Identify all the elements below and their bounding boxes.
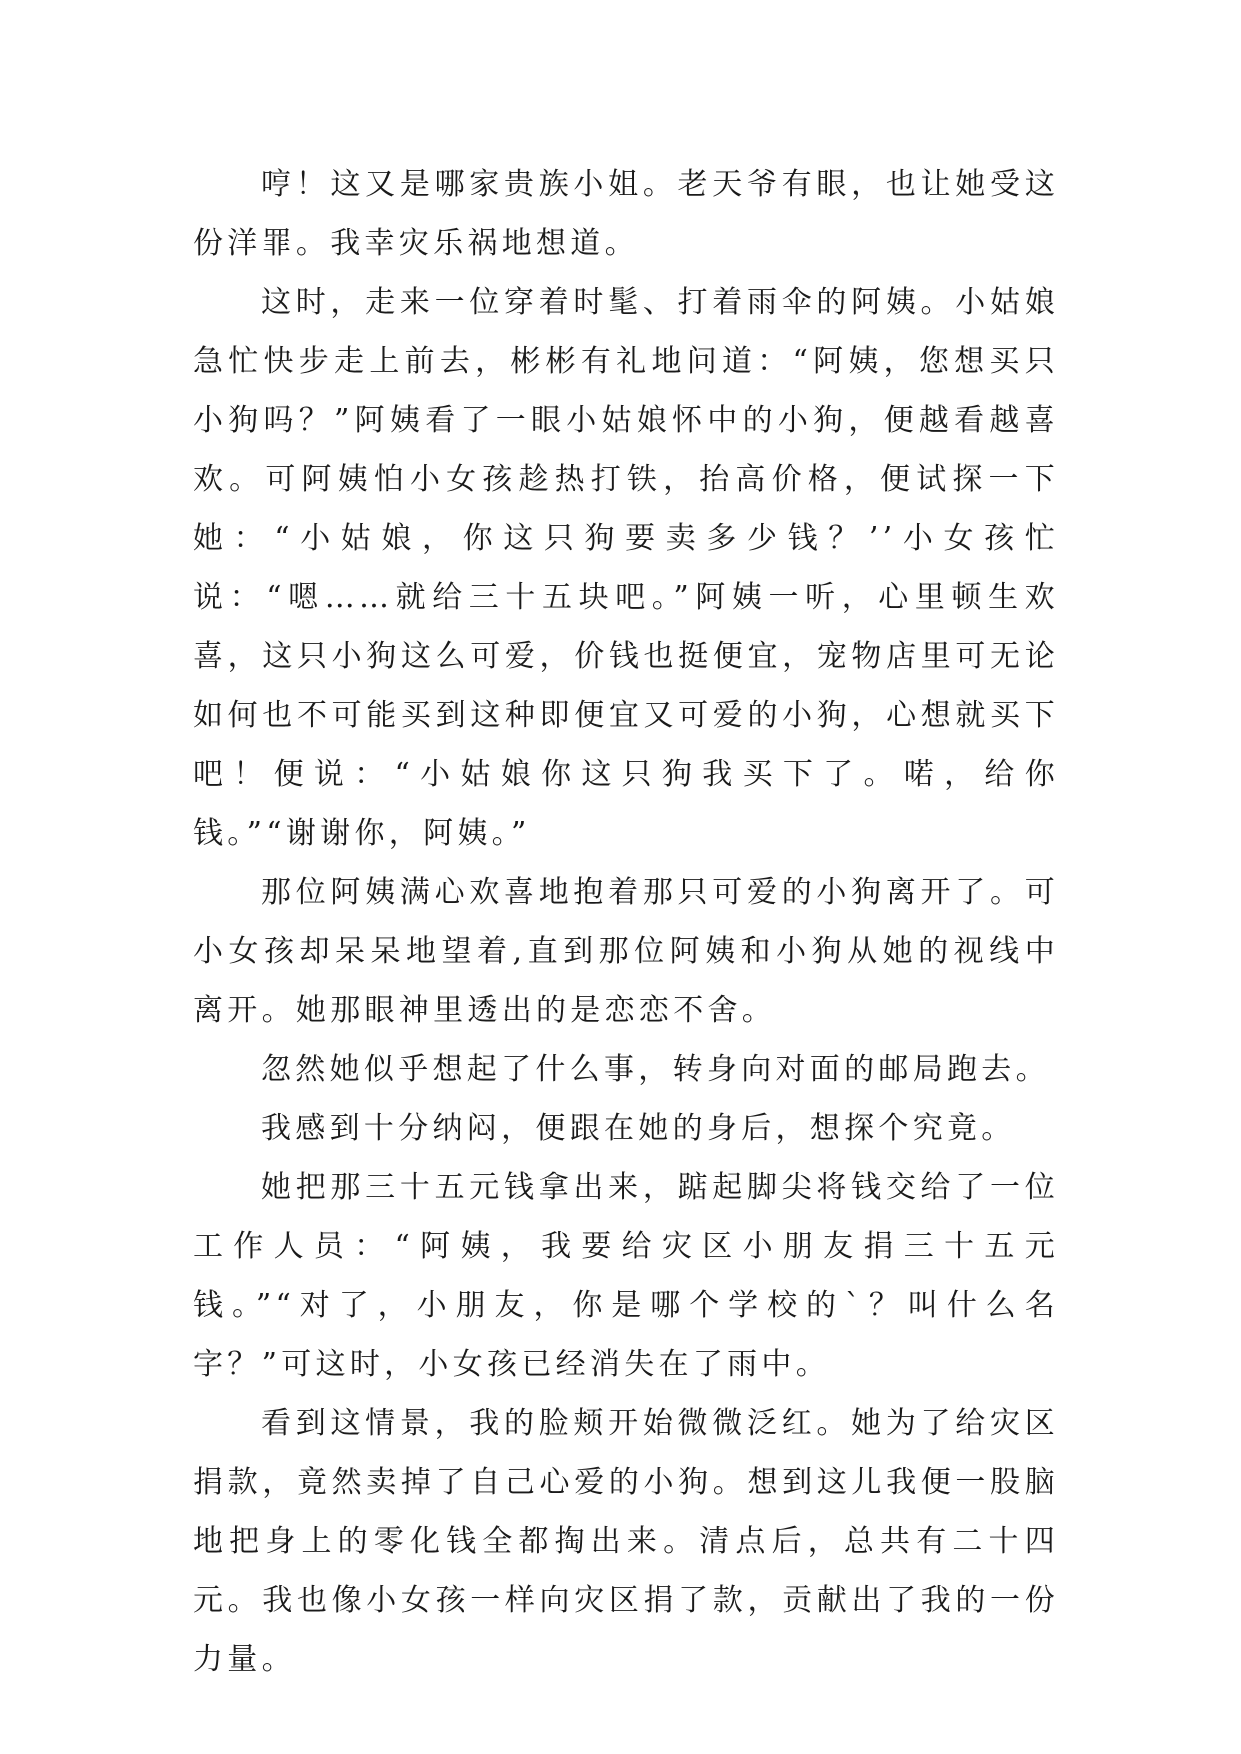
document-body [193,155,1059,1689]
paragraph-7: 看到这情景，我的脸颊开始微微泛红。她为了给灾区捐款，竟然卖掉了自己心爱的小狗。想到这儿我便一股脑地把身上的零化钱全都掏出来。清点后，总共有二十四元。我也像小女孩一样向灾区捐了款，贡献出了我的一份力量。 [193,1406,1059,1677]
paragraph-3: 那位阿姨满心欢喜地抱着那只可爱的小狗离开了。可小女孩却呆呆地望着,直到那位阿姨和小狗从她的视线中离开。她那眼神里透出的是恋恋不舍。 [193,875,1059,1028]
paragraph-1: 哼！这又是哪家贵族小姐。老天爷有眼，也让她受这份洋罪。我幸灾乐祸地想道。 [193,167,1059,261]
paragraph-4: 忽然她似乎想起了什么事，转身向对面的邮局跑去。 [261,1052,1050,1087]
paragraph-2: 这时，走来一位穿着时髦、打着雨伞的阿姨。小姑娘急忙快步走上前去，彬彬有礼地问道：“阿姨，您想买只小狗吗？”阿姨看了一眼小姑娘怀中的小狗，便越看越喜欢。可阿姨怕小女孩趁热打铁，抬高价格，便试探一下她：“小姑娘，你这只狗要卖多少钱？’’小女孩忙说：“嗯……就给三十五块吧。”阿姨一听，心里顿生欢喜，这只小狗这么可爱，价钱也挺便宜，宠物店里可无论如何也不可能买到这种即便宜又可爱的小狗，心想就买下吧！便说：“小姑娘你这只狗我买下了。喏，给你钱。”“谢谢你，阿姨。” [193,285,1059,851]
paragraph-5: 我感到十分纳闷，便跟在她的身后，想探个究竟。 [261,1111,1016,1146]
paragraph-6: 她把那三十五元钱拿出来，踮起脚尖将钱交给了一位工作人员：“阿姨，我要给灾区小朋友捐三十五元钱。”“对了，小朋友，你是哪个学校的`？叫什么名字？”可这时，小女孩已经消失在了雨中。 [193,1170,1059,1382]
